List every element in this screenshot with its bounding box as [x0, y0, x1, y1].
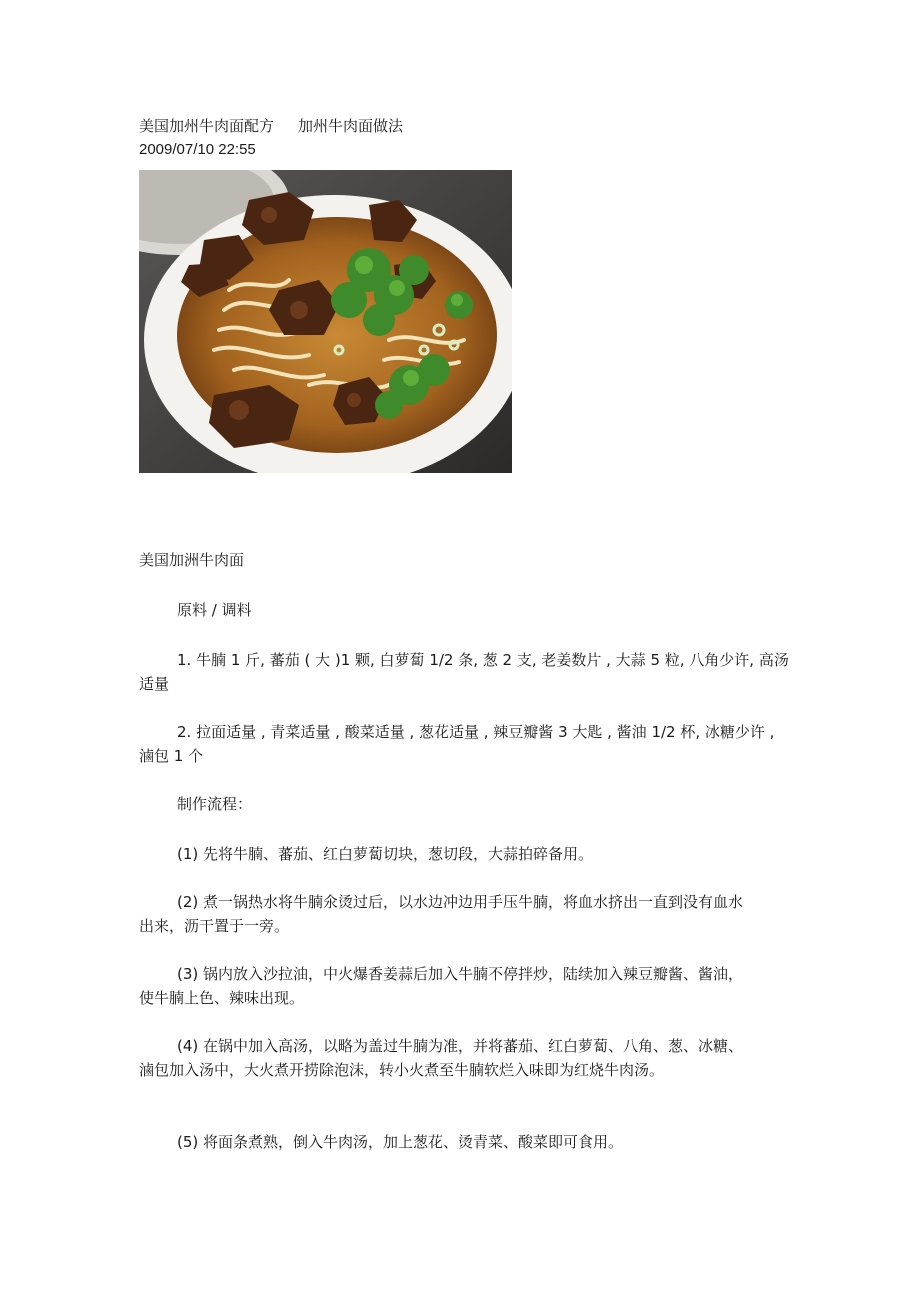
ingredient-line-2: 2. 拉面适量 , 青菜适量 , 酸菜适量 , 葱花适量 , 辣豆瓣酱 3 大匙 , 酱油 1/2 杯, 冰糖少许 , 滷包 1 个: [139, 723, 775, 765]
process-label: 制作流程：: [177, 795, 253, 813]
title-left: 美国加州牛肉面配方: [139, 117, 275, 135]
document-title: [139, 116, 403, 136]
ingredients-label: 原料 / 调料: [177, 601, 252, 619]
step-5: (5) 将面条煮熟，倒入牛肉汤，加上葱花、烫青菜、酸菜即可食用。: [177, 1133, 624, 1151]
step-2: (2) 煮一锅热水将牛腩氽烫过后，以水边冲边用手压牛腩，将血水挤出一直到没有血水出来，沥干置于一旁。: [139, 893, 744, 935]
step-4: (4) 在锅中加入高汤，以略为盖过牛腩为准，并将蕃茄、红白萝蔔、八角、葱、冰糖、滷包加入汤中，大火煮开捞除泡沫，转小火煮至牛腩软烂入味即为红烧牛肉汤。: [139, 1037, 744, 1079]
ingredient-line-1: 1. 牛腩 1 斤, 蕃茄 ( 大 )1 颗, 白萝蔔 1/2 条, 葱 2 支, 老姜数片 , 大蒜 5 粒, 八角少许, 高汤适量: [139, 651, 789, 693]
step-3: (3) 锅内放入沙拉油，中火爆香姜蒜后加入牛腩不停拌炒，陆续加入辣豆瓣酱、酱油，使牛腩上色、辣味出现。: [139, 965, 744, 1007]
beef-noodle-photo: [139, 170, 512, 473]
post-datetime: 2009/07/10 22:55: [139, 141, 256, 158]
title-right: 加州牛肉面做法: [298, 117, 404, 135]
step-1: (1) 先将牛腩、蕃茄、红白萝蔔切块，葱切段，大蒜拍碎备用。: [177, 845, 594, 863]
article-heading: 美国加洲牛肉面: [139, 551, 245, 569]
